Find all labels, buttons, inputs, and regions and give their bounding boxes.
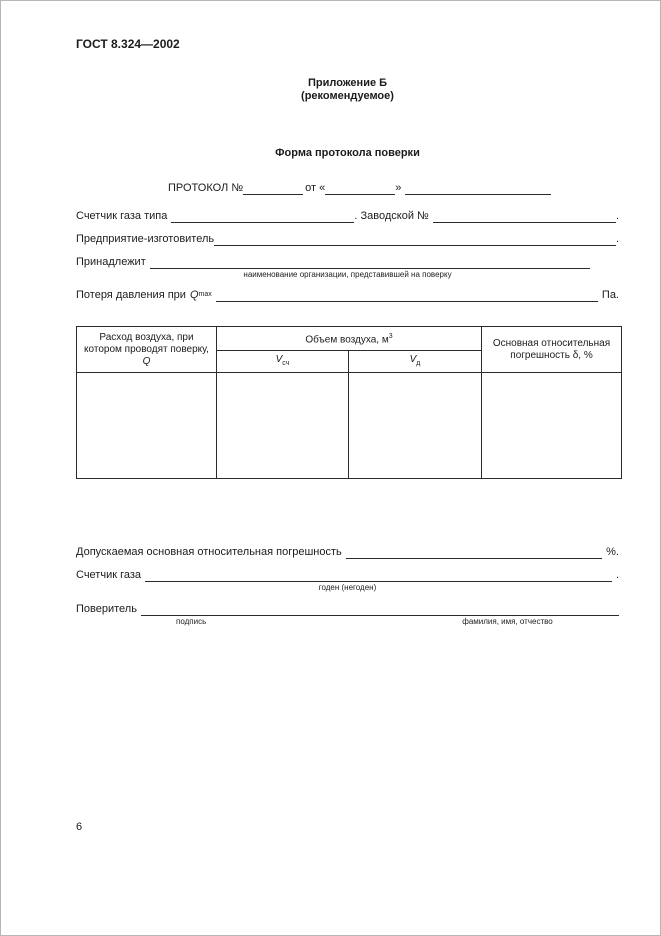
- gost-header: ГОСТ 8.324—2002: [76, 37, 180, 51]
- meter-status-label: Счетчик газа: [76, 569, 142, 581]
- pressure-blank: [216, 289, 598, 302]
- v-standard-value-cell: [349, 373, 482, 479]
- belongs-line: [76, 255, 619, 269]
- v-counter-value-cell: [217, 373, 349, 479]
- name-note: фамилия, имя, отчество: [462, 617, 553, 626]
- col-flow-q-symbol: Q: [142, 355, 151, 367]
- line-dot: .: [615, 233, 619, 245]
- col-error-header: Основная относительная погрешность δ, %: [482, 327, 622, 373]
- protocol-day-blank: [325, 182, 395, 195]
- meter-type-line: [76, 209, 619, 223]
- col-flow-header: [77, 327, 217, 373]
- line-dot: .: [615, 210, 619, 222]
- factory-no-label: . Заводской №: [354, 210, 429, 222]
- protocol-line: [168, 181, 551, 195]
- col-flow-text: Расход воздуха, при котором проводят поверку,: [84, 331, 209, 355]
- meter-type-label: Счетчик газа типа: [76, 210, 168, 222]
- error-value-cell: [482, 373, 622, 479]
- col-volume-header: [217, 327, 482, 351]
- belongs-note: наименование организации, представившей на поверку: [243, 270, 452, 279]
- protocol-label: ПРОТОКОЛ №: [168, 182, 244, 194]
- pressure-unit: Па.: [601, 289, 619, 301]
- footer-fields: [76, 545, 619, 627]
- close-quote: »: [395, 182, 402, 194]
- subcol-v-counter-header: [217, 351, 349, 373]
- verifier-label: Поверитель: [76, 603, 137, 615]
- factory-no-blank: [433, 210, 616, 223]
- v-symbol: V: [275, 353, 283, 365]
- manufacturer-blank: [214, 233, 616, 246]
- form-title: Форма протокола поверки: [275, 147, 420, 159]
- allowed-error-label: Допускаемая основная относительная погрешность: [76, 546, 342, 558]
- page-number: 6: [76, 821, 83, 833]
- signature-note: подпись: [176, 617, 207, 626]
- line-dot: .: [615, 569, 619, 581]
- manufacturer-line: [76, 232, 619, 246]
- verifier-blank: [141, 603, 619, 616]
- appendix-kind-text: (рекомендуемое): [301, 90, 394, 102]
- pressure-loss-line: [76, 288, 619, 302]
- v-standard-sub: д: [416, 359, 421, 367]
- belongs-blank: [150, 256, 590, 269]
- manufacturer-label: Предприятие-изготовитель: [76, 233, 215, 245]
- protocol-month-blank: [405, 182, 551, 195]
- percent-label: %.: [606, 546, 619, 558]
- meter-status-line: [76, 568, 619, 582]
- meter-status-blank: [145, 569, 612, 582]
- meter-type-blank: [171, 210, 354, 223]
- v-counter-sub: сч: [282, 359, 290, 367]
- verifier-line: [76, 602, 619, 616]
- fit-note: годен (негоден): [318, 583, 377, 592]
- col-volume-sup: 3: [388, 332, 393, 340]
- q-symbol: Q: [189, 289, 199, 301]
- ot-label: от «: [305, 182, 326, 194]
- appendix-title: [76, 77, 619, 103]
- results-table: [76, 326, 622, 479]
- subcol-v-standard-header: [349, 351, 482, 373]
- protocol-number-blank: [243, 182, 303, 195]
- q-sub: max: [198, 291, 212, 298]
- signature-notes: [76, 617, 619, 627]
- belongs-label: Принадлежит: [76, 256, 146, 268]
- appendix-title-text: Приложение Б: [307, 77, 388, 89]
- allowed-error-line: [76, 545, 619, 559]
- allowed-error-blank: [346, 546, 602, 559]
- col-volume-text: Объем воздуха, м: [305, 334, 389, 346]
- pressure-label: Потеря давления при: [76, 289, 186, 301]
- v-symbol: V: [409, 353, 417, 365]
- flow-value-cell: [77, 373, 217, 479]
